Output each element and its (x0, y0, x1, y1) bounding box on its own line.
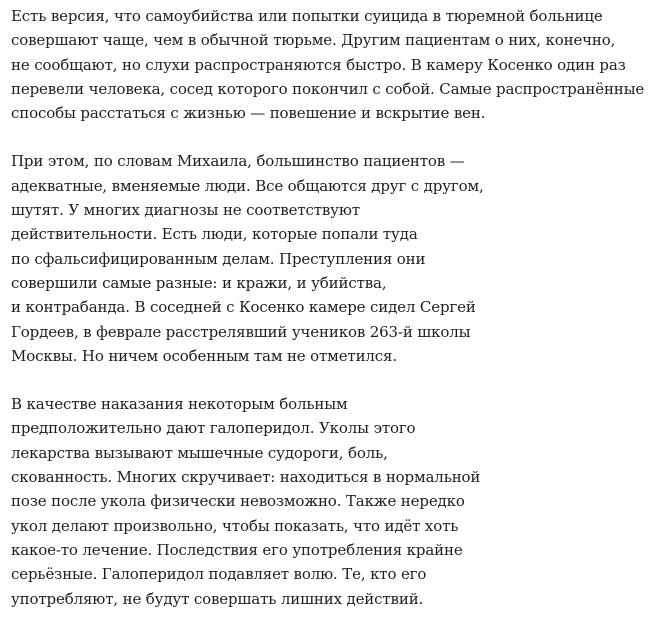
text-line: действительности. Есть люди, которые попали туда (11, 225, 418, 244)
paragraph-suicide-rumors (11, 4, 643, 125)
text-line: В качестве наказания некоторым больным (11, 395, 348, 414)
text-line: совершили самые разные: и кражи, и убийства, (11, 273, 387, 292)
text-line: перевели человека, сосед которого покончил с собой. Самые распространённые (11, 79, 645, 98)
text-line: совершают чаще, чем в обычной тюрьме. Другим пациентам о них, конечно, (11, 31, 616, 50)
text-line: Есть версия, что самоубийства или попытки суицида в тюремной больнице (11, 7, 603, 25)
text-line: способы расстаться с жизнью — повешение и вскрытие вен. (11, 104, 486, 123)
text-line: При этом, по словам Михаила, большинство пациентов — (11, 152, 465, 171)
text-line: лекарства вызывают мышечные судороги, боль, (11, 443, 388, 462)
text-line: скованность. Многих скручивает: находиться в нормальной (11, 468, 481, 487)
text-line: позе после укола физически невозможно. Также нередко (11, 492, 465, 511)
text-line: шутят. У многих диагнозы не соответствуют (11, 201, 360, 220)
text-line: адекватные, вменяемые люди. Все общаются друг с другом, (11, 176, 484, 195)
text-line: по сфальсифицированным делам. Преступления они (11, 249, 426, 268)
text-line: Гордеев, в феврале расстрелявший учеников 263-й школы (11, 322, 471, 341)
text-line: серьёзные. Галоперидол подавляет волю. Те, кто его (11, 565, 427, 584)
text-line: какое-то лечение. Последствия его употребления крайне (11, 540, 463, 559)
paragraph-haloperidol (11, 392, 643, 611)
text-line: и контрабанда. В соседней с Косенко камере сидел Сергей (11, 298, 476, 317)
text-line: предположительно дают галоперидол. Уколы этого (11, 419, 416, 438)
text-line: укол делают произвольно, чтобы показать, что идёт хоть (11, 516, 459, 535)
paragraph-patients (11, 149, 643, 368)
text-line: не сообщают, но слухи распространяются быстро. В камеру Косенко один раз (11, 55, 626, 74)
article-body (11, 4, 643, 635)
text-line: Москвы. Но ничем особенным там не отметился. (11, 346, 397, 365)
text-line: употребляют, не будут совершать лишних действий. (11, 589, 424, 608)
